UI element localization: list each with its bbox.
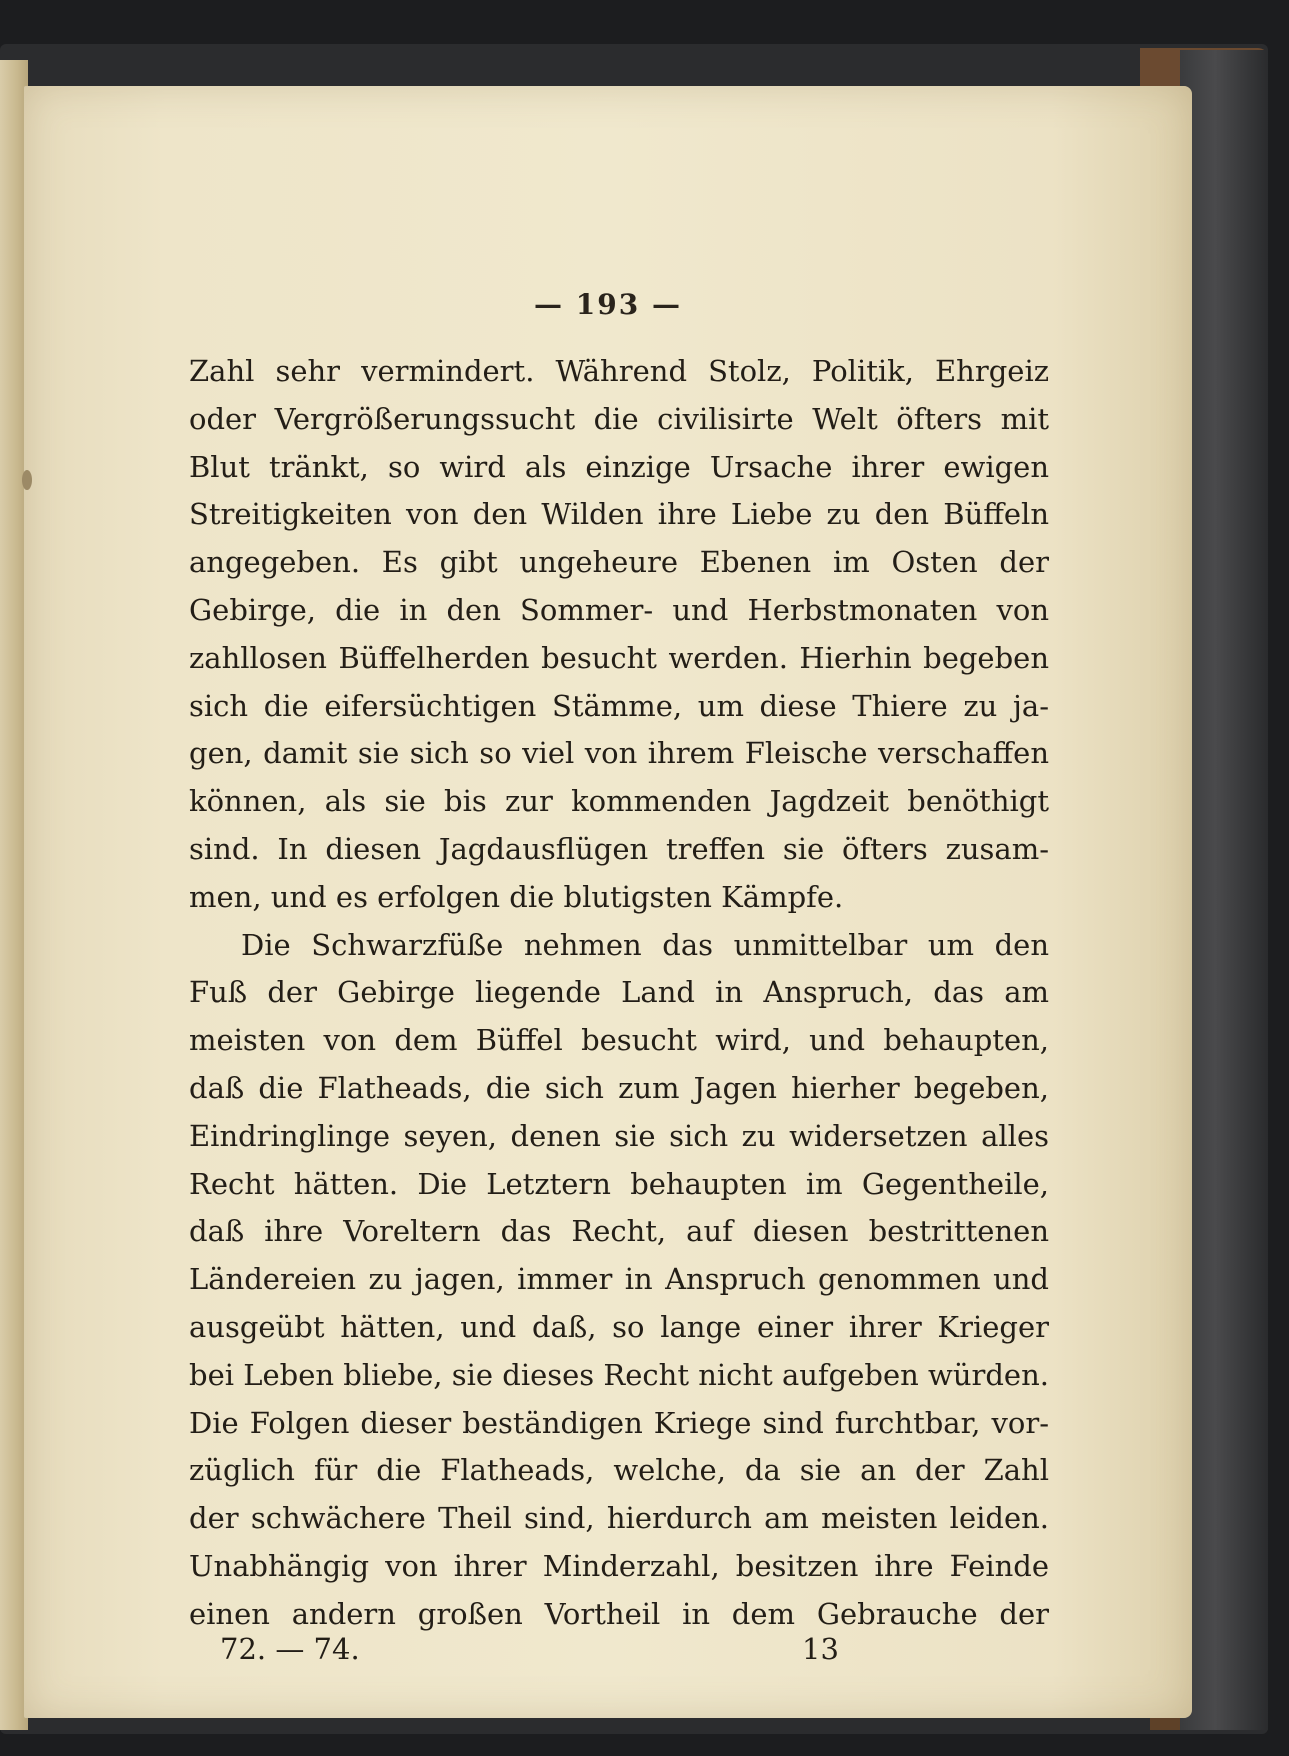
text-line: ausgeübt hätten, und daß, so lange einer ihrer Krieger <box>189 1309 1049 1344</box>
text-line: angegeben. Es gibt ungeheure Ebenen im Osten der <box>189 545 1049 580</box>
book-page <box>24 86 1192 1718</box>
text-line: Unabhängig von ihrer Minderzahl, besitzen ihre Feinde <box>189 1548 1049 1583</box>
sheet-number: 13 <box>802 1632 839 1666</box>
text-line: der schwächere Theil sind, hierdurch am meisten leiden. <box>189 1501 1049 1536</box>
text-line: daß ihre Voreltern das Recht, auf diesen bestrittenen <box>189 1214 1049 1249</box>
text-line: Die Schwarzfüße nehmen das unmittelbar um den <box>241 927 1049 962</box>
text-line: men, und es erfolgen die blutigsten Kämpfe. <box>189 879 844 914</box>
page-number-header: — 193 — <box>534 288 682 321</box>
text-line: Zahl sehr vermindert. Während Stolz, Politik, Ehrgeiz <box>189 354 1049 388</box>
text-line: sind. In diesen Jagdausflügen treffen sie öfters zusam- <box>189 831 1049 866</box>
text-line: meisten von dem Büffel besucht wird, und behaupten, <box>189 1023 1049 1058</box>
text-line: züglich für die Flatheads, welche, da sie an der Zahl <box>189 1453 1049 1488</box>
text-line: Fuß der Gebirge liegende Land in Anspruch, das am <box>189 975 1049 1010</box>
text-line: Recht hätten. Die Letztern behaupten im Gegentheile, <box>189 1166 1049 1201</box>
binding-thread-mark <box>22 470 32 490</box>
text-line: Blut tränkt, so wird als einzige Ursache ihrer ewigen <box>189 449 1049 484</box>
text-line: Eindringlinge seyen, denen sie sich zu widersetzen alles <box>189 1118 1049 1153</box>
text-line: oder Vergrößerungssucht die civilisirte Welt öfters mit <box>189 401 1049 436</box>
paragraph-1 <box>189 348 1049 922</box>
text-line: Streitigkeiten von den Wilden ihre Liebe zu den Büffeln <box>189 497 1049 532</box>
text-line: können, als sie bis zur kommenden Jagdzeit benöthigt <box>189 784 1049 819</box>
text-line: Die Folgen dieser beständigen Kriege sind furchtbar, vor- <box>189 1405 1049 1440</box>
text-line: bei Leben bliebe, sie dieses Recht nicht aufgeben würden. <box>189 1357 1049 1392</box>
text-line: Gebirge, die in den Sommer- und Herbstmonaten von <box>189 592 1049 627</box>
cover-edge <box>1180 50 1268 1730</box>
text-line: daß die Flatheads, die sich zum Jagen hierher begeben, <box>189 1070 1049 1105</box>
text-line: gen, damit sie sich so viel von ihrem Fleische verschaffen <box>189 736 1049 771</box>
printer-signature: 72. — 74. <box>220 1632 360 1666</box>
text-line: zahllosen Büffelherden besucht werden. Hierhin begeben <box>189 640 1049 675</box>
text-line: einen andern großen Vortheil in dem Gebrauche der <box>189 1596 1049 1631</box>
paragraph-2 <box>189 922 1049 1639</box>
text-line: Ländereien zu jagen, immer in Anspruch genommen und <box>189 1262 1049 1297</box>
text-line: sich die eifersüchtigen Stämme, um diese Thiere zu ja- <box>189 688 1049 723</box>
body-text <box>189 348 1049 1639</box>
